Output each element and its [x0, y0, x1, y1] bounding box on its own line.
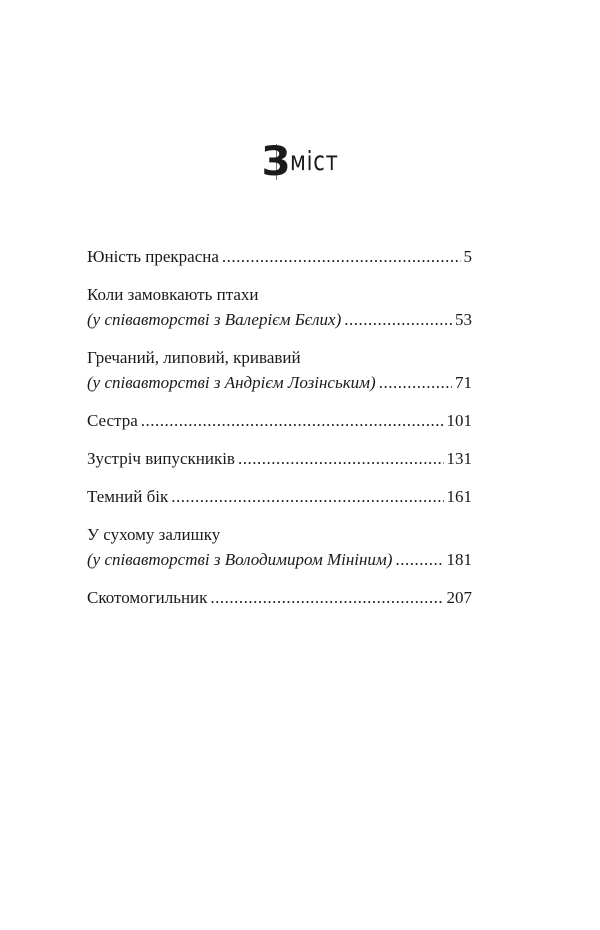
- toc-leader-dots: [395, 547, 443, 572]
- toc-page-number: 161: [446, 487, 472, 506]
- toc-subtitle: (у співавторстві з Володимиром Мініним): [87, 550, 393, 569]
- toc-entry-hrechanyi[interactable]: [87, 345, 472, 395]
- heading-rest: міст: [289, 146, 339, 177]
- toc-title: Коли замовкають птахи: [87, 285, 259, 304]
- toc-title: Зустріч випускників: [87, 449, 235, 468]
- toc-line: [87, 408, 472, 433]
- toc-leader-dots: [141, 408, 444, 433]
- toc-leader-dots: [210, 585, 443, 610]
- toc-title: Скотомогильник: [87, 588, 208, 607]
- toc-entry-zustrich[interactable]: [87, 446, 472, 471]
- toc-title: Сестра: [87, 411, 138, 430]
- toc-page-number: 71: [455, 373, 472, 392]
- toc-entry-yunist[interactable]: [87, 244, 472, 269]
- toc-leader-dots: [171, 484, 443, 509]
- toc-page-number: 53: [455, 310, 472, 329]
- toc-title: У сухому залишку: [87, 525, 221, 544]
- toc-leader-dots: [379, 370, 452, 395]
- toc-entry-sestra[interactable]: [87, 408, 472, 433]
- toc-entry-skotomohylnyk[interactable]: [87, 585, 472, 610]
- toc-line: [87, 446, 472, 471]
- toc-line: [87, 307, 472, 332]
- toc-title: Гречаний, липовий, кривавий: [87, 348, 301, 367]
- toc-page-number: 207: [446, 588, 472, 607]
- contents-heading: [0, 140, 600, 184]
- toc-entry-u-sukhomu[interactable]: [87, 522, 472, 572]
- toc-page-number: 131: [446, 449, 472, 468]
- toc-leader-dots: [238, 446, 444, 471]
- toc-title: Юність прекрасна: [87, 247, 219, 266]
- toc-entry-temnyi-bik[interactable]: [87, 484, 472, 509]
- toc-leader-dots: [344, 307, 452, 332]
- toc-line: [87, 547, 472, 572]
- toc-line: [87, 585, 472, 610]
- toc-page-number: 5: [463, 247, 472, 266]
- heading-initial-letter: З: [261, 139, 290, 185]
- toc-line: [87, 484, 472, 509]
- toc-subtitle: (у співавторстві з Валерієм Бєлих): [87, 310, 342, 329]
- toc-line: [87, 370, 472, 395]
- table-of-contents: [87, 244, 472, 623]
- toc-leader-dots: [222, 244, 461, 269]
- toc-line: [87, 244, 472, 269]
- toc-entry-koly-zamovkayut[interactable]: [87, 282, 472, 332]
- toc-page-number: 101: [446, 411, 472, 430]
- toc-subtitle: (у співавторстві з Андрієм Лозінським): [87, 373, 376, 392]
- toc-title: Темний бік: [87, 487, 169, 506]
- toc-page-number: 181: [446, 550, 472, 569]
